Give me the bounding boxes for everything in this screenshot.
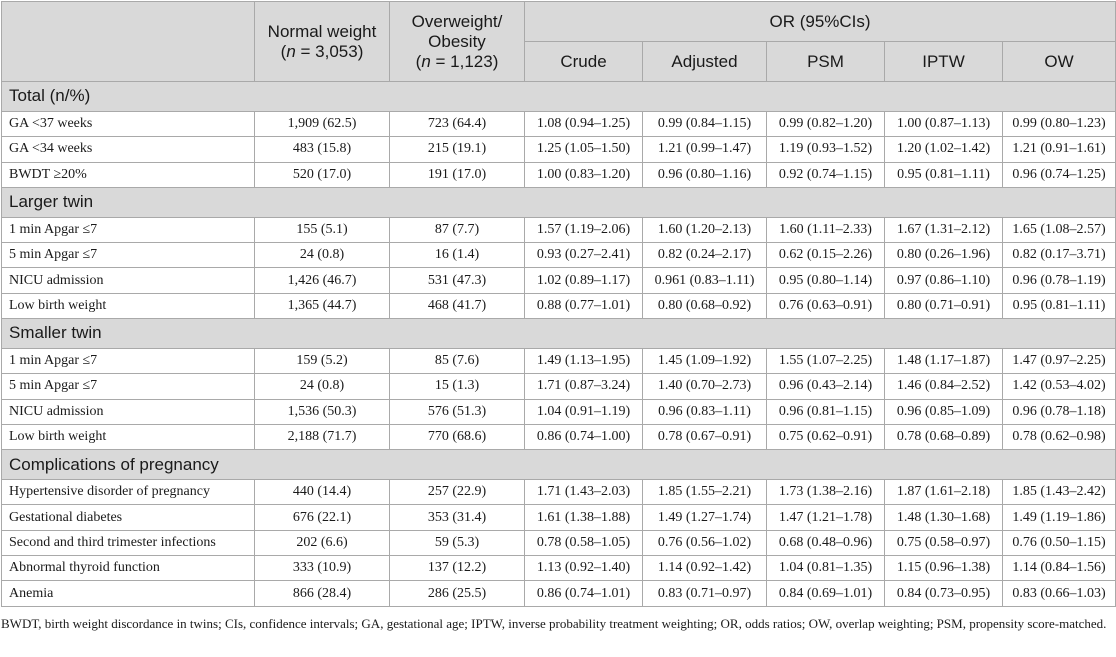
cell-iptw: 0.96 (0.85–1.09) [885, 399, 1003, 424]
cell-ow: 1.85 (1.43–2.42) [1003, 480, 1116, 505]
cell-normal: 866 (28.4) [255, 581, 390, 607]
cell-iptw: 1.46 (0.84–2.52) [885, 374, 1003, 399]
cell-psm: 0.62 (0.15–2.26) [767, 243, 885, 268]
cell-label: NICU admission [2, 268, 255, 293]
header-adjusted: Adjusted [643, 42, 767, 82]
cell-label: Second and third trimester infections [2, 530, 255, 555]
cell-label: Gestational diabetes [2, 505, 255, 530]
table-row [2, 530, 1116, 555]
section-title: Complications of pregnancy [2, 450, 1116, 480]
cell-psm: 0.92 (0.74–1.15) [767, 162, 885, 187]
cell-psm: 0.96 (0.81–1.15) [767, 399, 885, 424]
table-row [2, 424, 1116, 449]
cell-label: Hypertensive disorder of pregnancy [2, 480, 255, 505]
cell-over: 468 (41.7) [390, 293, 525, 318]
cell-iptw: 1.48 (1.17–1.87) [885, 348, 1003, 373]
cell-over: 15 (1.3) [390, 374, 525, 399]
cell-iptw: 1.20 (1.02–1.42) [885, 137, 1003, 162]
cell-crude: 1.71 (1.43–2.03) [525, 480, 643, 505]
cell-ow: 0.99 (0.80–1.23) [1003, 111, 1116, 136]
cell-iptw: 0.80 (0.71–0.91) [885, 293, 1003, 318]
cell-label: BWDT ≥20% [2, 162, 255, 187]
cell-iptw: 0.78 (0.68–0.89) [885, 424, 1003, 449]
header-iptw: IPTW [885, 42, 1003, 82]
cell-over: 353 (31.4) [390, 505, 525, 530]
cell-normal: 24 (0.8) [255, 374, 390, 399]
cell-crude: 1.57 (1.19–2.06) [525, 217, 643, 242]
section-title: Smaller twin [2, 319, 1116, 349]
cell-normal: 155 (5.1) [255, 217, 390, 242]
cell-crude: 1.13 (0.92–1.40) [525, 556, 643, 581]
section-header-row [2, 450, 1116, 480]
header-overweight-obesity: Overweight/ Obesity (n = 1,123) [390, 2, 525, 82]
cell-psm: 0.95 (0.80–1.14) [767, 268, 885, 293]
cell-label: GA <37 weeks [2, 111, 255, 136]
cell-crude: 0.86 (0.74–1.01) [525, 581, 643, 607]
table-footnote: BWDT, birth weight discordance in twins; CIs, confidence intervals; GA, gestational age; IPTW, inverse probability treatment weighting; OR, odds ratios; OW, overlap weighting; PSM, propensity score-matched. [1, 616, 1107, 631]
cell-psm: 0.68 (0.48–0.96) [767, 530, 885, 555]
cell-adjusted: 0.80 (0.68–0.92) [643, 293, 767, 318]
cell-adjusted: 0.76 (0.56–1.02) [643, 530, 767, 555]
cell-ow: 1.14 (0.84–1.56) [1003, 556, 1116, 581]
cell-label: 5 min Apgar ≤7 [2, 243, 255, 268]
cell-ow: 0.76 (0.50–1.15) [1003, 530, 1116, 555]
cell-over: 286 (25.5) [390, 581, 525, 607]
section-header-row [2, 82, 1116, 112]
cell-crude: 1.49 (1.13–1.95) [525, 348, 643, 373]
cell-adjusted: 0.99 (0.84–1.15) [643, 111, 767, 136]
cell-label: 5 min Apgar ≤7 [2, 374, 255, 399]
header-or-group: OR (95%CIs) [525, 2, 1116, 42]
cell-normal: 440 (14.4) [255, 480, 390, 505]
cell-ow: 0.78 (0.62–0.98) [1003, 424, 1116, 449]
cell-over: 85 (7.6) [390, 348, 525, 373]
cell-ow: 1.21 (0.91–1.61) [1003, 137, 1116, 162]
cell-normal: 676 (22.1) [255, 505, 390, 530]
table-row [2, 293, 1116, 318]
cell-psm: 0.75 (0.62–0.91) [767, 424, 885, 449]
table-row [2, 137, 1116, 162]
cell-normal: 520 (17.0) [255, 162, 390, 187]
cell-ow: 1.47 (0.97–2.25) [1003, 348, 1116, 373]
cell-adjusted: 1.14 (0.92–1.42) [643, 556, 767, 581]
cell-label: GA <34 weeks [2, 137, 255, 162]
table-row [2, 111, 1116, 136]
header-normal-weight: Normal weight (n = 3,053) [255, 2, 390, 82]
cell-crude: 1.04 (0.91–1.19) [525, 399, 643, 424]
cell-psm: 1.19 (0.93–1.52) [767, 137, 885, 162]
table-row [2, 505, 1116, 530]
cell-over: 191 (17.0) [390, 162, 525, 187]
cell-over: 576 (51.3) [390, 399, 525, 424]
cell-crude: 1.02 (0.89–1.17) [525, 268, 643, 293]
header-ow: OW [1003, 42, 1116, 82]
table-body [2, 82, 1116, 607]
cell-psm: 1.55 (1.07–2.25) [767, 348, 885, 373]
cell-over: 59 (5.3) [390, 530, 525, 555]
cell-over: 215 (19.1) [390, 137, 525, 162]
cell-iptw: 1.48 (1.30–1.68) [885, 505, 1003, 530]
cell-iptw: 1.87 (1.61–2.18) [885, 480, 1003, 505]
cell-iptw: 0.84 (0.73–0.95) [885, 581, 1003, 607]
cell-over: 257 (22.9) [390, 480, 525, 505]
header-blank-cell [2, 2, 255, 82]
table-row [2, 217, 1116, 242]
cell-normal: 1,365 (44.7) [255, 293, 390, 318]
cell-label: Low birth weight [2, 293, 255, 318]
cell-over: 770 (68.6) [390, 424, 525, 449]
cell-iptw: 0.97 (0.86–1.10) [885, 268, 1003, 293]
section-title: Total (n/%) [2, 82, 1116, 112]
table-row [2, 243, 1116, 268]
cell-normal: 159 (5.2) [255, 348, 390, 373]
table-row [2, 480, 1116, 505]
cell-adjusted: 1.21 (0.99–1.47) [643, 137, 767, 162]
cell-crude: 1.71 (0.87–3.24) [525, 374, 643, 399]
section-header-row [2, 319, 1116, 349]
cell-ow: 0.95 (0.81–1.11) [1003, 293, 1116, 318]
cell-over: 137 (12.2) [390, 556, 525, 581]
cell-crude: 1.08 (0.94–1.25) [525, 111, 643, 136]
cell-ow: 0.83 (0.66–1.03) [1003, 581, 1116, 607]
cell-crude: 0.78 (0.58–1.05) [525, 530, 643, 555]
cell-psm: 1.60 (1.11–2.33) [767, 217, 885, 242]
cell-normal: 1,536 (50.3) [255, 399, 390, 424]
cell-label: 1 min Apgar ≤7 [2, 348, 255, 373]
cell-label: 1 min Apgar ≤7 [2, 217, 255, 242]
cell-normal: 202 (6.6) [255, 530, 390, 555]
cell-crude: 1.25 (1.05–1.50) [525, 137, 643, 162]
cell-iptw: 0.75 (0.58–0.97) [885, 530, 1003, 555]
table-row [2, 556, 1116, 581]
cell-normal: 1,426 (46.7) [255, 268, 390, 293]
cell-ow: 0.96 (0.78–1.19) [1003, 268, 1116, 293]
cell-adjusted: 0.83 (0.71–0.97) [643, 581, 767, 607]
section-title: Larger twin [2, 187, 1116, 217]
cell-iptw: 0.80 (0.26–1.96) [885, 243, 1003, 268]
table-row [2, 399, 1116, 424]
cell-normal: 483 (15.8) [255, 137, 390, 162]
cell-label: Low birth weight [2, 424, 255, 449]
section-header-row [2, 187, 1116, 217]
cell-adjusted: 0.96 (0.80–1.16) [643, 162, 767, 187]
cell-label: NICU admission [2, 399, 255, 424]
cell-iptw: 1.00 (0.87–1.13) [885, 111, 1003, 136]
cell-over: 87 (7.7) [390, 217, 525, 242]
cell-adjusted: 1.85 (1.55–2.21) [643, 480, 767, 505]
cell-label: Anemia [2, 581, 255, 607]
cell-ow: 0.96 (0.78–1.18) [1003, 399, 1116, 424]
cell-normal: 2,188 (71.7) [255, 424, 390, 449]
cell-psm: 0.99 (0.82–1.20) [767, 111, 885, 136]
cell-normal: 333 (10.9) [255, 556, 390, 581]
cell-over: 723 (64.4) [390, 111, 525, 136]
cell-psm: 1.47 (1.21–1.78) [767, 505, 885, 530]
results-table [1, 1, 1116, 607]
cell-over: 531 (47.3) [390, 268, 525, 293]
cell-crude: 0.93 (0.27–2.41) [525, 243, 643, 268]
cell-psm: 1.73 (1.38–2.16) [767, 480, 885, 505]
cell-adjusted: 1.60 (1.20–2.13) [643, 217, 767, 242]
cell-adjusted: 0.78 (0.67–0.91) [643, 424, 767, 449]
cell-ow: 0.82 (0.17–3.71) [1003, 243, 1116, 268]
cell-iptw: 1.67 (1.31–2.12) [885, 217, 1003, 242]
cell-adjusted: 0.96 (0.83–1.11) [643, 399, 767, 424]
cell-psm: 0.76 (0.63–0.91) [767, 293, 885, 318]
table-row [2, 374, 1116, 399]
cell-iptw: 0.95 (0.81–1.11) [885, 162, 1003, 187]
cell-adjusted: 1.49 (1.27–1.74) [643, 505, 767, 530]
cell-over: 16 (1.4) [390, 243, 525, 268]
cell-psm: 0.96 (0.43–2.14) [767, 374, 885, 399]
cell-normal: 24 (0.8) [255, 243, 390, 268]
table-row [2, 162, 1116, 187]
cell-crude: 1.61 (1.38–1.88) [525, 505, 643, 530]
cell-ow: 1.42 (0.53–4.02) [1003, 374, 1116, 399]
header-psm: PSM [767, 42, 885, 82]
cell-crude: 0.86 (0.74–1.00) [525, 424, 643, 449]
cell-normal: 1,909 (62.5) [255, 111, 390, 136]
table-header [2, 2, 1116, 82]
cell-label: Abnormal thyroid function [2, 556, 255, 581]
cell-ow: 0.96 (0.74–1.25) [1003, 162, 1116, 187]
cell-crude: 0.88 (0.77–1.01) [525, 293, 643, 318]
table-row [2, 581, 1116, 607]
cell-ow: 1.65 (1.08–2.57) [1003, 217, 1116, 242]
cell-adjusted: 1.45 (1.09–1.92) [643, 348, 767, 373]
cell-ow: 1.49 (1.19–1.86) [1003, 505, 1116, 530]
header-crude: Crude [525, 42, 643, 82]
cell-adjusted: 0.82 (0.24–2.17) [643, 243, 767, 268]
cell-iptw: 1.15 (0.96–1.38) [885, 556, 1003, 581]
table-row [2, 348, 1116, 373]
cell-adjusted: 0.961 (0.83–1.11) [643, 268, 767, 293]
table-row [2, 268, 1116, 293]
cell-psm: 0.84 (0.69–1.01) [767, 581, 885, 607]
cell-adjusted: 1.40 (0.70–2.73) [643, 374, 767, 399]
cell-crude: 1.00 (0.83–1.20) [525, 162, 643, 187]
cell-psm: 1.04 (0.81–1.35) [767, 556, 885, 581]
